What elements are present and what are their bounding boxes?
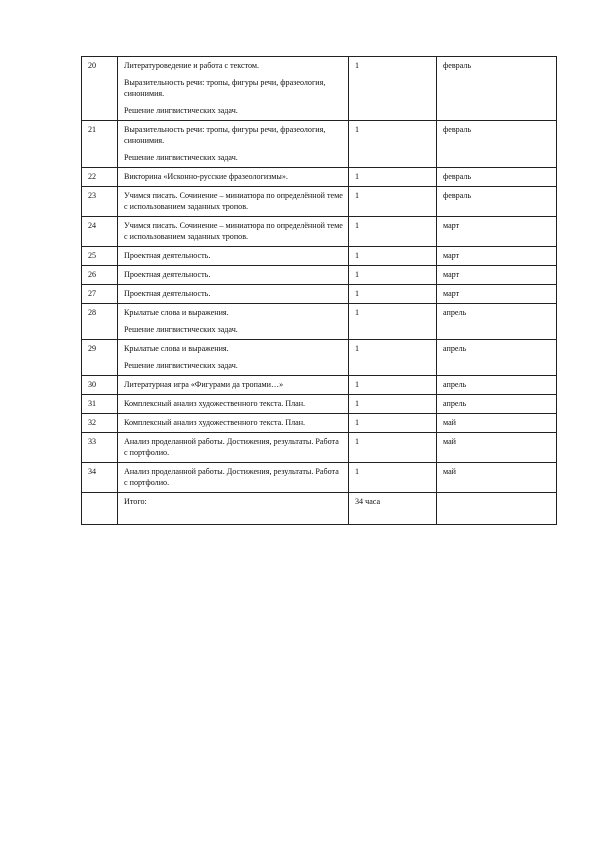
- lesson-month: февраль: [437, 121, 557, 168]
- table-row: [82, 463, 557, 493]
- lesson-number: 26: [82, 266, 118, 285]
- total-hours: 34 часа: [349, 493, 437, 525]
- lesson-month: март: [437, 285, 557, 304]
- lesson-month: апрель: [437, 376, 557, 395]
- lesson-topic: [118, 285, 349, 304]
- lesson-topic-line: Выразительность речи: тропы, фигуры речи, фразеология, синонимия.: [124, 78, 326, 98]
- table-row: [82, 121, 557, 168]
- lesson-hours: 1: [349, 285, 437, 304]
- lesson-month: февраль: [437, 57, 557, 121]
- lesson-topic: [118, 340, 349, 376]
- lesson-month: май: [437, 433, 557, 463]
- lesson-topic: [118, 217, 349, 247]
- lesson-hours: 1: [349, 247, 437, 266]
- lesson-hours: 1: [349, 376, 437, 395]
- lesson-topic-line: Решение лингвистических задач.: [124, 361, 238, 370]
- lesson-hours: 1: [349, 340, 437, 376]
- lesson-topic: [118, 376, 349, 395]
- lesson-hours: 1: [349, 266, 437, 285]
- table-row: [82, 395, 557, 414]
- table-row: [82, 414, 557, 433]
- lesson-topic: [118, 414, 349, 433]
- total-label: Итого:: [118, 493, 349, 525]
- lesson-number: 33: [82, 433, 118, 463]
- lesson-topic: [118, 395, 349, 414]
- lesson-number: 28: [82, 304, 118, 340]
- lesson-hours: 1: [349, 57, 437, 121]
- lesson-topic-line: Учимся писать. Сочинение – миниатюра по определённой теме с использованием заданных тропов.: [124, 221, 343, 241]
- lesson-topic: [118, 433, 349, 463]
- lesson-topic-line: Учимся писать. Сочинение – миниатюра по определённой теме с использованием заданных тропов.: [124, 191, 343, 211]
- lesson-month: февраль: [437, 187, 557, 217]
- lesson-hours: 1: [349, 217, 437, 247]
- lesson-number: 20: [82, 57, 118, 121]
- lesson-hours: 1: [349, 187, 437, 217]
- lesson-number: 25: [82, 247, 118, 266]
- table-row: [82, 285, 557, 304]
- lesson-topic: [118, 168, 349, 187]
- lesson-hours: 1: [349, 433, 437, 463]
- total-number-cell: [82, 493, 118, 525]
- lesson-topic-line: Анализ проделанной работы. Достижения, результаты. Работа с портфолио.: [124, 467, 339, 487]
- lesson-number: 22: [82, 168, 118, 187]
- lesson-month: май: [437, 414, 557, 433]
- lesson-topic-line: Литературоведение и работа с текстом.: [124, 61, 260, 70]
- lesson-number: 30: [82, 376, 118, 395]
- lesson-month: март: [437, 247, 557, 266]
- lesson-topic: [118, 247, 349, 266]
- lesson-number: 24: [82, 217, 118, 247]
- table-row: [82, 340, 557, 376]
- lesson-number: 34: [82, 463, 118, 493]
- lesson-hours: 1: [349, 463, 437, 493]
- total-month-cell: [437, 493, 557, 525]
- lesson-number: 21: [82, 121, 118, 168]
- lesson-topic: [118, 187, 349, 217]
- lesson-month: май: [437, 463, 557, 493]
- lesson-number: 32: [82, 414, 118, 433]
- lesson-topic-line: Комплексный анализ художественного текста. План.: [124, 418, 306, 427]
- table-row: [82, 57, 557, 121]
- lesson-topic-line: Викторина «Исконно-русские фразеологизмы».: [124, 172, 288, 181]
- lesson-topic-line: Комплексный анализ художественного текста. План.: [124, 399, 306, 408]
- lesson-topic: [118, 57, 349, 121]
- lesson-number: 27: [82, 285, 118, 304]
- table-row: [82, 217, 557, 247]
- lesson-hours: 1: [349, 121, 437, 168]
- lesson-number: 23: [82, 187, 118, 217]
- lesson-topic-line: Выразительность речи: тропы, фигуры речи, фразеология, синонимия.: [124, 125, 326, 145]
- lesson-hours: 1: [349, 304, 437, 340]
- lesson-plan-body: [82, 57, 557, 525]
- lesson-topic-line: Крылатые слова и выражения.: [124, 344, 229, 353]
- table-row: [82, 376, 557, 395]
- table-row: [82, 187, 557, 217]
- lesson-month: апрель: [437, 304, 557, 340]
- lesson-plan-table: [81, 56, 557, 525]
- lesson-topic-line: Решение лингвистических задач.: [124, 153, 238, 162]
- lesson-hours: 1: [349, 414, 437, 433]
- table-row: [82, 433, 557, 463]
- lesson-hours: 1: [349, 395, 437, 414]
- lesson-number: 29: [82, 340, 118, 376]
- lesson-topic-line: Проектная деятельность.: [124, 270, 211, 279]
- total-row: [82, 493, 557, 525]
- lesson-topic-line: Анализ проделанной работы. Достижения, результаты. Работа с портфолио.: [124, 437, 339, 457]
- lesson-topic-line: Решение лингвистических задач.: [124, 325, 238, 334]
- lesson-month: март: [437, 266, 557, 285]
- lesson-topic: [118, 304, 349, 340]
- lesson-month: апрель: [437, 340, 557, 376]
- lesson-month: февраль: [437, 168, 557, 187]
- table-row: [82, 304, 557, 340]
- lesson-topic-line: Крылатые слова и выражения.: [124, 308, 229, 317]
- lesson-topic-line: Решение лингвистических задач.: [124, 106, 238, 115]
- lesson-topic: [118, 121, 349, 168]
- table-row: [82, 266, 557, 285]
- lesson-topic-line: Проектная деятельность.: [124, 289, 211, 298]
- lesson-month: апрель: [437, 395, 557, 414]
- lesson-month: март: [437, 217, 557, 247]
- lesson-topic-line: Проектная деятельность.: [124, 251, 211, 260]
- table-row: [82, 247, 557, 266]
- lesson-hours: 1: [349, 168, 437, 187]
- table-row: [82, 168, 557, 187]
- lesson-topic: [118, 463, 349, 493]
- lesson-topic: [118, 266, 349, 285]
- lesson-number: 31: [82, 395, 118, 414]
- lesson-topic-line: Литературная игра «Фигурами да тропами…»: [124, 380, 284, 389]
